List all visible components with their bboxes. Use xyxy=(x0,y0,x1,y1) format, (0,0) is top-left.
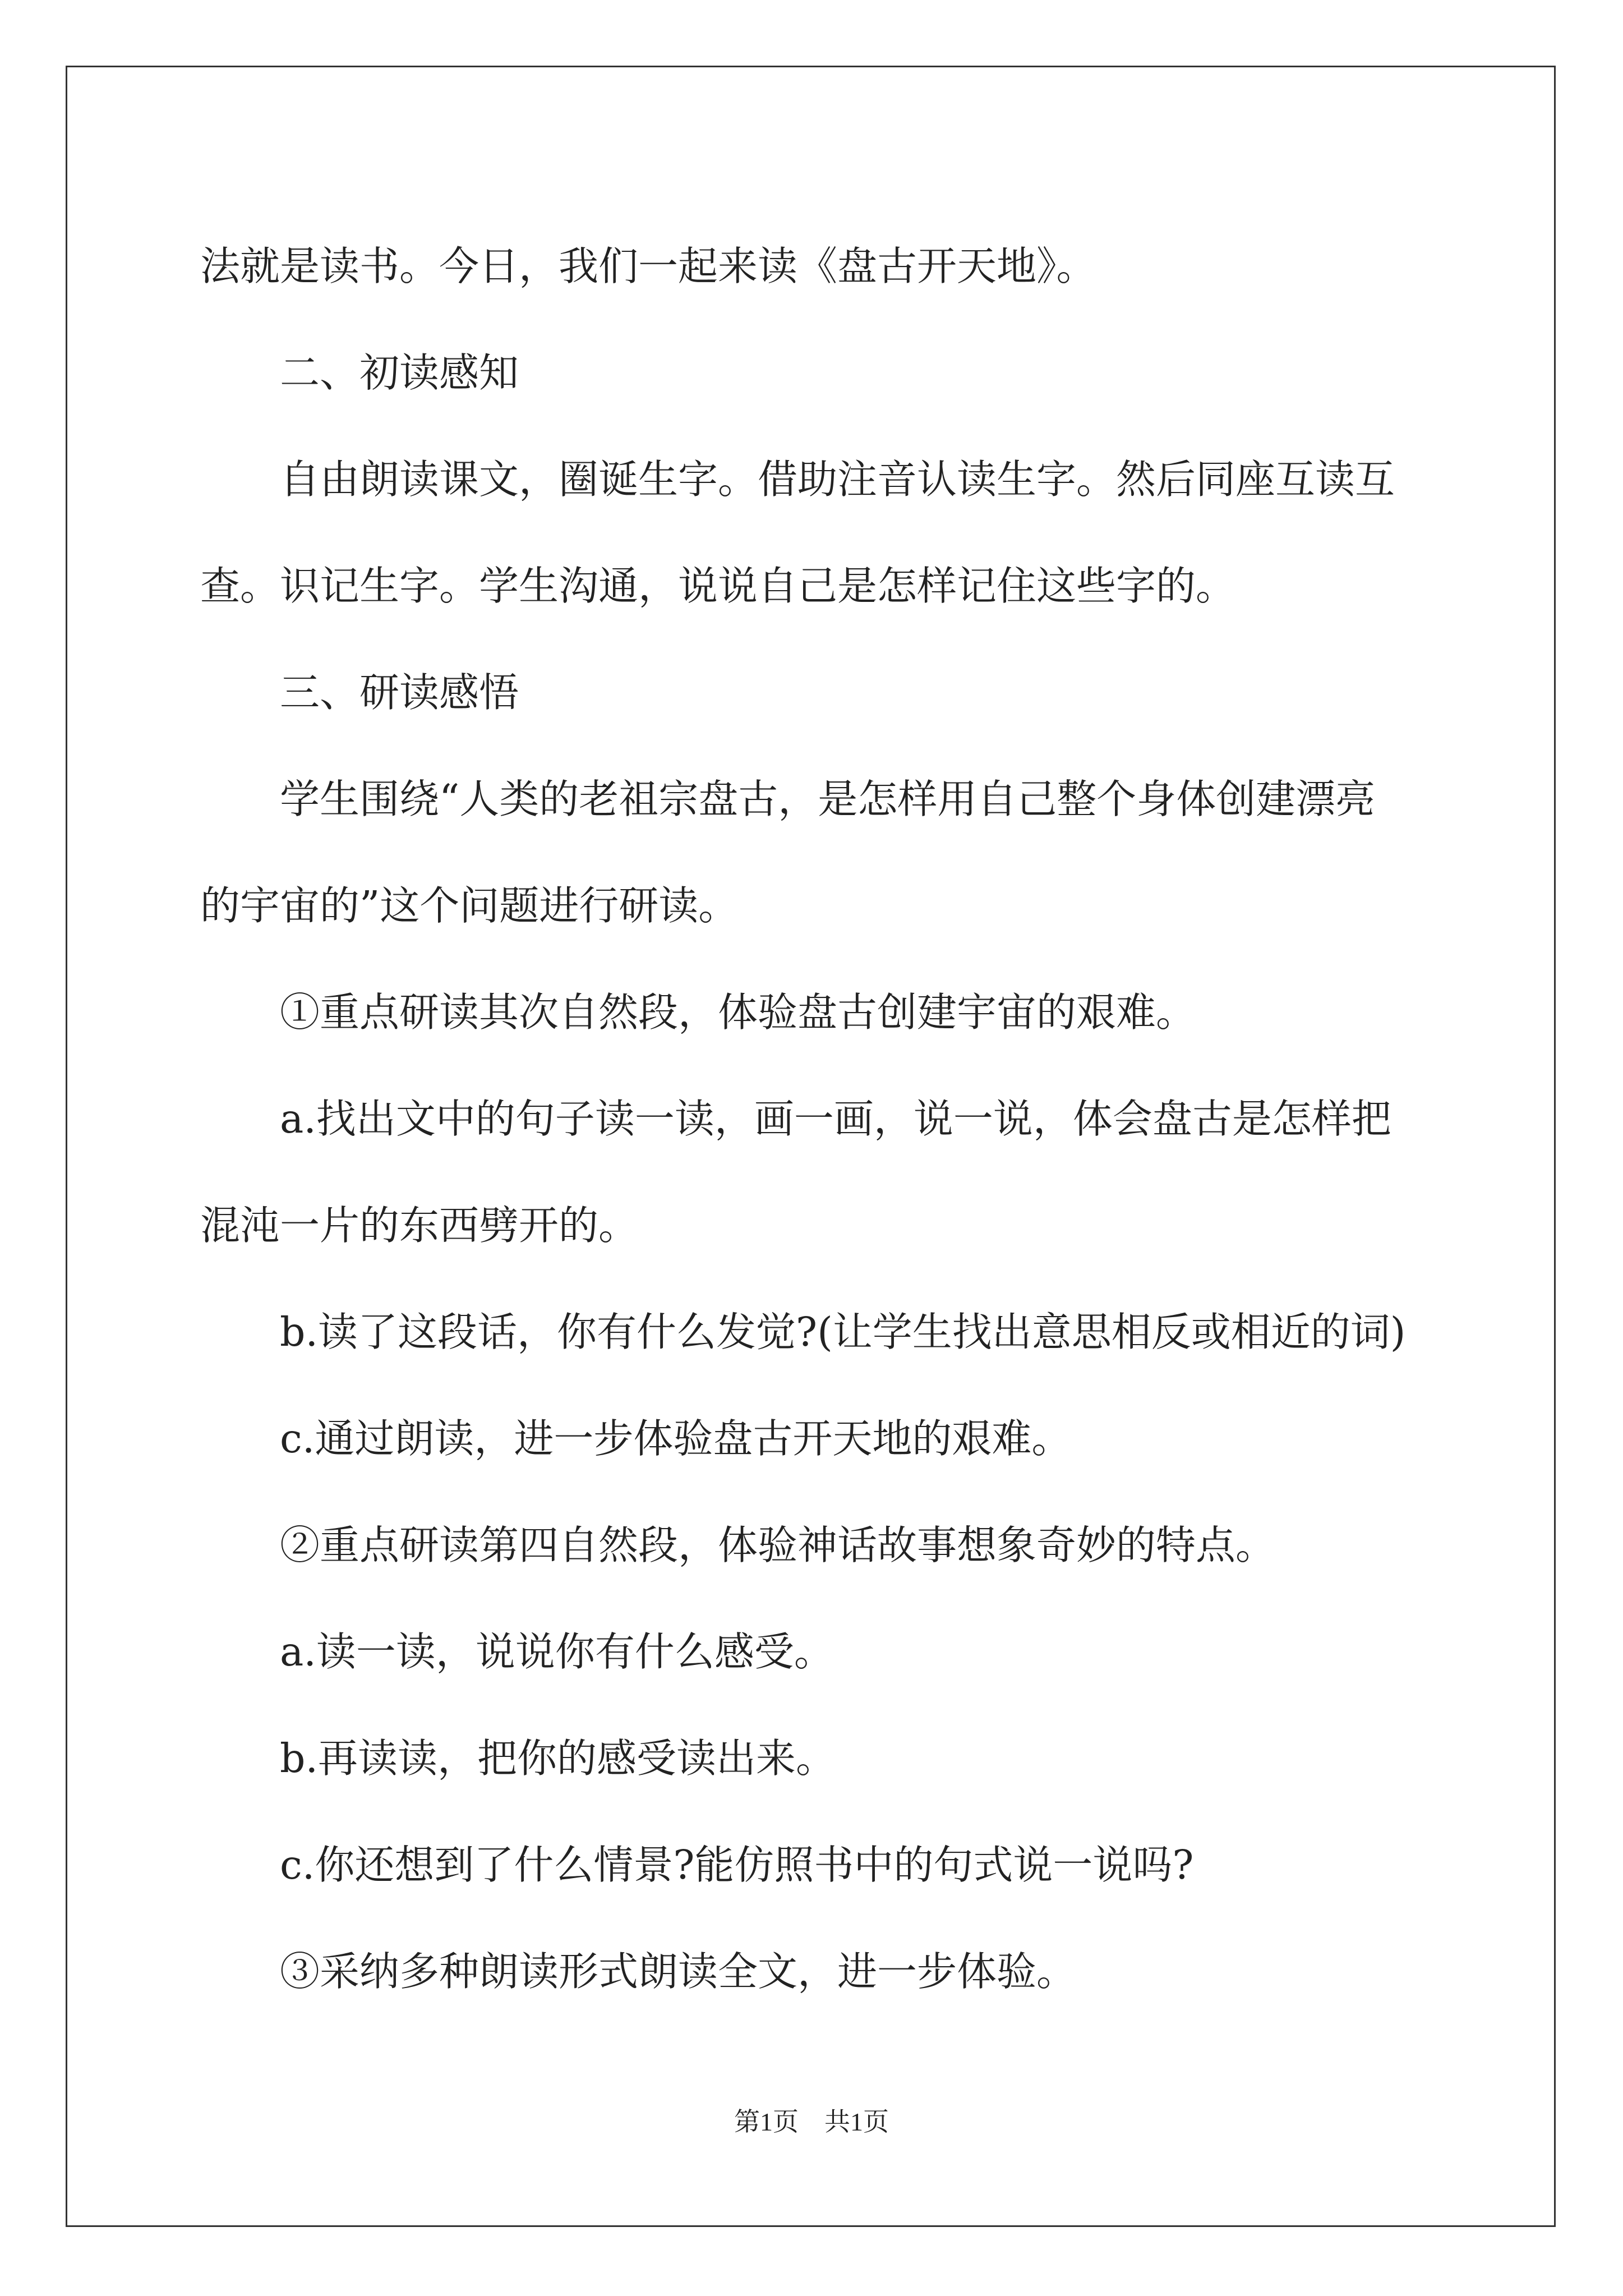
paragraph: 学生围绕“人类的老祖宗盘古，是怎样用自己整个身体创建漂亮 xyxy=(280,776,1376,822)
paragraph: c.你还想到了什么情景?能仿照书中的句式说一说吗? xyxy=(280,1842,1194,1888)
paragraph: ③采纳多种朗读形式朗读全文，进一步体验。 xyxy=(280,1948,1077,1995)
page-number-footer: 第1页 共1页 xyxy=(734,2108,889,2136)
paragraph: 混沌一片的东西劈开的。 xyxy=(200,1202,639,1249)
paragraph: a.读一读，说说你有什么感受。 xyxy=(280,1628,834,1675)
paragraph: ①重点研读其次自然段，体验盘古创建宇宙的艰难。 xyxy=(280,989,1196,1036)
paragraph: b.再读读，把你的感受读出来。 xyxy=(280,1735,836,1782)
paragraph: ②重点研读第四自然段，体验神话故事想象奇妙的特点。 xyxy=(280,1522,1276,1568)
document-body xyxy=(200,213,1434,2025)
paragraph: 查。识记生字。学生沟通，说说自己是怎样记住这些字的。 xyxy=(200,563,1236,609)
paragraph: a.找出文中的句子读一读，画一画，说一说，体会盘古是怎样把 xyxy=(280,1096,1391,1142)
paragraph: c.通过朗读，进一步体验盘古开天地的艰难。 xyxy=(280,1415,1072,1462)
paragraph: 法就是读书。今日，我们一起来读《盘古开天地》。 xyxy=(200,243,1096,289)
section-heading: 三、研读感悟 xyxy=(280,669,519,716)
paragraph: 自由朗读课文，圈诞生字。借助注音认读生字。然后同座互读互 xyxy=(280,456,1395,503)
paragraph: b.读了这段话，你有什么发觉?(让学生找出意思相反或相近的词) xyxy=(280,1309,1406,1355)
paragraph: 的宇宙的”这个问题进行研读。 xyxy=(200,882,739,929)
section-heading: 二、初读感知 xyxy=(280,349,519,396)
